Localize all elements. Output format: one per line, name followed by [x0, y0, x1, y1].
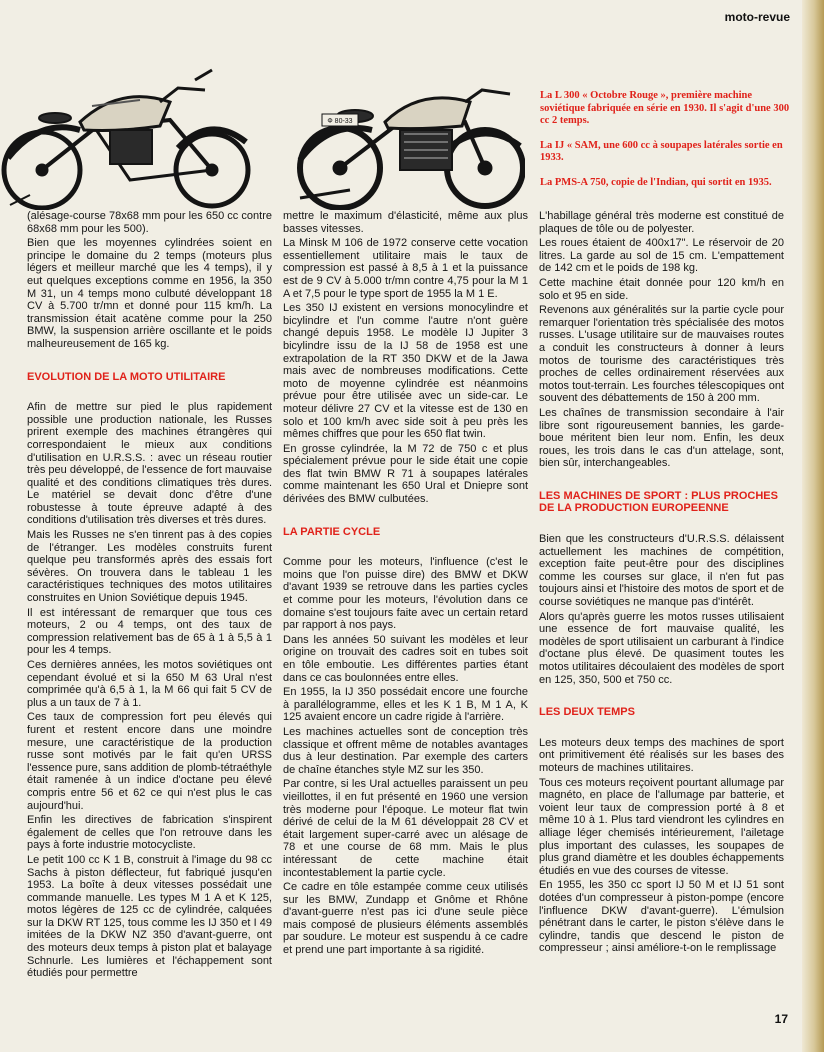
paragraph: Afin de mettre sur pied le plus rapidement possible une production nationale, les Russes prirent exemple des machines étrangères qui correspondaient le mieux aux conditions d'utilisation en U.R.S.S. : avec un réseau routier très peu développé, de l'essence de fort mauvaise qualité et des conditions climatiques très dures. Le matériel se devait donc d'être d'une robustesse à toute épreuve adapté à des conditions d'utilisation très diverses et très dures.: [27, 401, 272, 527]
paragraph: Par contre, si les Ural actuelles paraissent un peu vieillottes, il en fut présenté en 1960 une version très moderne pour l'époque. Le moteur flat twin dérivé de celui de la M 61 développait 28 CV et était largement super-carré avec un alésage de 78 et une course de 68 mm. Mais le plus intéressant de cette machine était incontestablement la partie cycle.: [283, 778, 528, 879]
license-plate-text: Ф 80-33: [327, 118, 353, 125]
paragraph: Ces taux de compression fort peu élevés qui furent et restent encore dans une moindre mesure, une caractéristique de la production russe sont motivés par le fait qu'en URSS l'essence pure, sans addition de plomb-tétraéthyle était ramenée à un indice d'octane peu élevé compris entre 56 et 62 ce qui n'est plus le cas aujourd'hui.: [27, 711, 272, 812]
paragraph: Bien que les moyennes cylindrées soient en principe le domaine du 2 temps (moteurs plus légers et meilleur marché que les 4 temps), il y eut quelques exceptions comme en 1956, la 350 M 31, un 4 temps mono culbuté développant 18 CV à 5.700 tr/mn et donné pour 115 km/h. La transmission était acatène comme pour la 250 BMW, la suspension arrière oscillante et le poids malheureusement de 165 kg.: [27, 237, 272, 350]
paragraph: En 1955, les 350 cc sport IJ 50 M et IJ 51 sont dotées d'un compresseur à piston-pompe (encore l'influence DKW d'avant-guerre). L'émulsion pénétrant dans le carter, le piston s'élève dans le cylindre, tandis que descend le piston de compresseur ; ainsi améliore-t-on le remplissage: [539, 879, 784, 955]
paragraph: Les 350 IJ existent en versions monocylindre et bicylindre et l'un comme l'autre n'ont guère changé depuis 1958. Le modèle IJ Jupiter 3 bicylindre issu de la IJ 58 de 1958 est une extrapolation de la RT 350 DKW et de la Jawa mais avec de nombreuses modifications. Cette moto de moyenne cylindrée est néanmoins prévue pour être utilisée avec un side-car. Le moteur délivre 27 CV et la vitesse est de 130 en solo et 100 km/h avec side soit à peu près les mêmes chiffres que pour les 650 flat twin.: [283, 302, 528, 441]
caption-1: La L 300 « Octobre Rouge », première machine soviétique fabriquée en série en 1930. Il s'agit d'une 300 cc 2 temps.: [540, 90, 790, 126]
paragraph: La Minsk M 106 de 1972 conserve cette vocation essentiellement utilitaire mais le taux de compression est passé à 8,5 à 1 et la puissance est de 9 CV à 5.000 tr/mn contre 4,75 pour la M 1 A et 7,5 pour le type sport de 1955 la M 1 E.: [283, 237, 528, 300]
paragraph: En grosse cylindrée, la M 72 de 750 c et plus spécialement prévue pour le side était une copie des flat twin BMW R 71 à soupapes latérales comme maintenant les 650 Ural et Dniepre sont dérivées des BMW culbutées.: [283, 442, 528, 506]
paragraph: Comme pour les moteurs, l'influence (c'est le moins que l'on puisse dire) des BMW et DKW d'avant 1939 se retrouve dans les parties cycles et comme pour les moteurs, l'évolution dans ce domaine s'est toujours faite avec un certain retard par rapport à nos pays.: [283, 556, 528, 632]
caption-2: La IJ « SAM, une 600 cc à soupapes latérales sortie en 1933.: [540, 139, 783, 163]
motorcycles-photo: [0, 30, 525, 210]
paragraph: (alésage-course 78x68 mm pour les 650 cc contre 68x68 mm pour les 500).: [27, 210, 272, 235]
page-edge: [802, 0, 824, 1052]
section-heading-partie-cycle: LA PARTIE CYCLE: [283, 525, 381, 538]
paragraph: Tous ces moteurs reçoivent pourtant allumage par magnéto, en place de l'allumage par batterie, et voient leur taux de compression porté à 8 et même 10 à 1. Plus tard viendront les cylindres en alliage léger chemisés intérieurement, l'ailetage plus important des culasses, les soupapes de plus grand diamètre et les doubles échappements étudiés en vue des courses de vitesse.: [539, 776, 784, 877]
paragraph: L'habillage général très moderne est constitué de plaques de tôle ou de polyester.: [539, 210, 784, 235]
running-head: moto-revue: [724, 10, 790, 24]
paragraph: Dans les années 50 suivant les modèles et leur origine on trouvait des cadres soit en tubes soit en tôle emboutie. Les différentes parties étant dans ce cas boulonnées entre elles.: [283, 633, 528, 684]
page-number: 17: [774, 1012, 788, 1026]
paragraph: Les chaînes de transmission secondaire à l'air libre sont rigoureusement bannies, les garde-boue méritent bien leur nom. Enfin, les deux roues, les trois dans le cas d'un attelage, sont, bien sûr, interchangeables.: [539, 406, 784, 470]
paragraph: Les roues étaient de 400x17". Le réservoir de 20 litres. La garde au sol de 15 cm. L'empattement de 142 cm et le poids de 198 kg.: [539, 237, 784, 275]
section-heading-machines-de-sport: LES MACHINES DE SPORT : PLUS PROCHES DE LA PRODUCTION EUROPEENNE: [539, 489, 778, 515]
section-heading-evolution: EVOLUTION DE LA MOTO UTILITAIRE: [27, 370, 226, 383]
text-column-1: [27, 210, 272, 982]
paragraph: En 1955, la IJ 350 possédait encore une fourche à parallélogramme, elles et les K 1 B, M 1 A, K 125 avaient encore un cadre rigide à l'arrière.: [283, 686, 528, 724]
paragraph: Le petit 100 cc K 1 B, construit à l'image du 98 cc Sachs à piston déflecteur, fut fabriqué jusqu'en 1953. La boîte à deux vitesses possédait une commande manuelle. Les types M 1 A et K 125, motos légères de 125 cc de cylindrée, calquées sur la DKW RT 125, tous comme les IJ 350 et I 49 imitées de la DKW NZ 350 d'avant-guerre, ont des moteurs deux temps à piston plat et balayage Schnurle. Les lumières et l'échappement sont étudiés pour permettre: [27, 853, 272, 980]
paragraph: Il est intéressant de remarquer que tous ces moteurs, 2 ou 4 temps, ont des taux de compression relativement bas de 65 à 1 à 5,5 à 1 pour les 4 temps.: [27, 606, 272, 657]
paragraph: Revenons aux généralités sur la partie cycle pour remarquer l'orientation très spécialisée des motos russes. L'usage utilitaire sur de mauvaises routes a conduit les constructeurs à donner à leurs motos de tourisme des caractéristiques très proches de celles ordinairement réservées aux motos tout-terrain. Les fourches télescopiques ont souvent des débattements de 150 à 200 mm.: [539, 304, 784, 405]
paragraph: Enfin les directives de fabrication s'inspirent également de celles que l'on retrouve dans les pays à forte industrie motocycliste.: [27, 814, 272, 852]
photo-captions: [540, 90, 790, 201]
paragraph: Les moteurs deux temps des machines de sport ont primitivement été réalisés sur les bases des moteurs de machines utilitaires.: [539, 736, 784, 774]
paragraph: mettre le maximum d'élasticité, même aux plus basses vitesses.: [283, 210, 528, 235]
paragraph: Cette machine était donnée pour 120 km/h en solo et 95 en side.: [539, 276, 784, 302]
section-heading-deux-temps: LES DEUX TEMPS: [539, 706, 635, 719]
paragraph: Ce cadre en tôle estampée comme ceux utilisés sur les BMW, Zundapp et Gnôme et Rhône d'avant-guerre n'est pas ici d'une seule pièce mais composé de plusieurs éléments assemblés par soudure. Le moteur est suspendu à ce cadre et prend une part importante à sa rigidité.: [283, 881, 528, 957]
paragraph: Les machines actuelles sont de conception très classique et offrent même de notables avantages dus à leur destination. Par exemple des carters de chaîne étanches style MZ sur les 350.: [283, 725, 528, 776]
caption-3: La PMS-A 750, copie de l'Indian, qui sortit en 1935.: [540, 176, 772, 188]
paragraph: Alors qu'après guerre les motos russes utilisaient une essence de fort mauvaise qualité, les modèles de sport utilisaient un carburant à l'indice d'octane plus élevé. De quasiment toutes les motos utilitaires découlaient des modèles de sport en 125, 350, 500 et 750 cc.: [539, 610, 784, 686]
text-column-3: [539, 210, 784, 957]
text-column-2: [283, 210, 528, 959]
paragraph: Bien que les constructeurs d'U.R.S.S. délaissent actuellement les machines de compétition, exception faite peut-être pour des disciplines comme les courses sur glace, il n'en fut pas toujours ainsi et l'histoire des motos de sport et de course soviétiques ne manque pas d'intérêt.: [539, 533, 784, 609]
paragraph: Mais les Russes ne s'en tinrent pas à des copies de l'étranger. Les modèles construits furent quelque peu transformés après des essais fort sévères. On trouvera dans le tableau 1 les caractéristiques techniques des motos utilitaires construites en Union Soviétique depuis 1945.: [27, 529, 272, 605]
paragraph: Ces dernières années, les motos soviétiques ont cependant évolué et si la 650 M 63 Ural n'est comprimée qu'à 6,5 à 1, la M 66 qui fait 5 CV de plus a un taux de 7 à 1.: [27, 659, 272, 709]
